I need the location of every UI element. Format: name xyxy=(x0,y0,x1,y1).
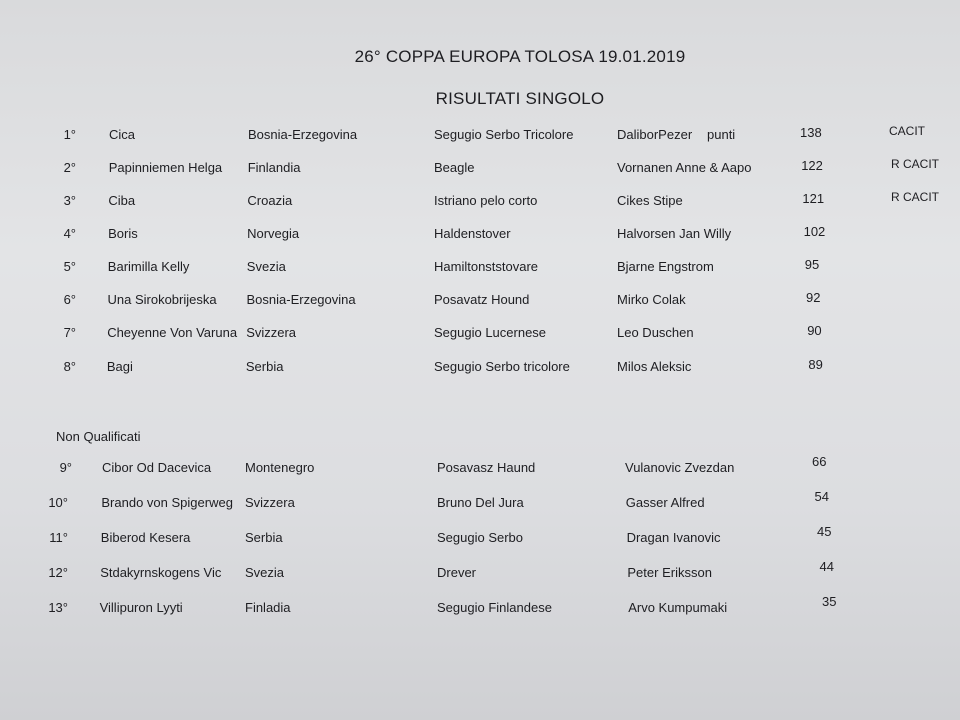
score: 54 xyxy=(814,489,829,504)
placement: 13° xyxy=(48,600,68,615)
result-row xyxy=(0,292,960,314)
country: Norvegia xyxy=(247,226,300,241)
owner: Peter Eriksson xyxy=(627,565,712,580)
placement: 12° xyxy=(48,565,68,580)
result-row xyxy=(0,157,960,182)
dog-name: Biberod Kesera xyxy=(100,530,191,545)
breed: Hamiltonststovare xyxy=(434,259,539,274)
breed: Drever xyxy=(437,565,477,580)
score: 89 xyxy=(808,357,823,372)
owner: Gasser Alfred xyxy=(625,495,705,510)
score: 66 xyxy=(812,454,827,469)
breed: Bruno Del Jura xyxy=(437,495,524,510)
dog-name: Brando von Spigerweg xyxy=(101,495,233,510)
country: Montenegro xyxy=(245,460,315,475)
score: 90 xyxy=(807,323,822,338)
placement: 2° xyxy=(63,160,76,175)
placement: 10° xyxy=(48,495,68,510)
result-row xyxy=(0,259,960,281)
points-label: punti xyxy=(707,127,736,142)
dog-name: Boris xyxy=(108,226,138,241)
owner: Arvo Kumpumaki xyxy=(628,600,728,615)
placement: 8° xyxy=(63,359,76,374)
owner: Leo Duschen xyxy=(617,325,694,340)
country: Croazia xyxy=(247,193,293,208)
dog-name: Stdakyrnskogens Vic xyxy=(100,565,222,580)
award-note: R CACIT xyxy=(891,190,939,204)
breed: Segugio Serbo xyxy=(437,530,524,545)
country: Finladia xyxy=(245,600,291,615)
owner: DaliborPezer xyxy=(617,127,693,142)
result-row xyxy=(0,489,960,517)
country: Serbia xyxy=(245,359,284,374)
result-row xyxy=(0,190,960,215)
score: 95 xyxy=(804,257,820,272)
breed: Istriano pelo corto xyxy=(434,193,538,208)
breed: Segugio Serbo tricolore xyxy=(434,359,570,374)
country: Svezia xyxy=(246,259,286,274)
dog-name: Cica xyxy=(109,127,136,142)
result-row xyxy=(0,226,960,248)
score: 45 xyxy=(817,524,832,539)
owner: Halvorsen Jan Willy xyxy=(617,226,732,241)
placement: 4° xyxy=(63,226,76,241)
country: Bosnia-Erzegovina xyxy=(248,127,358,142)
award-note: CACIT xyxy=(889,124,925,138)
result-row xyxy=(0,454,960,482)
breed: Beagle xyxy=(434,160,475,175)
owner: Cikes Stipe xyxy=(617,193,683,208)
dog-name: Cibor Od Dacevica xyxy=(102,460,212,475)
score: 121 xyxy=(802,191,825,206)
placement: 9° xyxy=(59,460,72,475)
dog-name: Barimilla Kelly xyxy=(107,259,190,274)
score: 35 xyxy=(822,594,837,609)
non-qualified-label: Non Qualificati xyxy=(56,429,141,444)
country: Svizzera xyxy=(245,495,295,510)
score: 44 xyxy=(819,559,834,574)
country: Serbia xyxy=(245,530,283,545)
breed: Haldenstover xyxy=(434,226,511,241)
country: Svezia xyxy=(245,565,285,580)
dog-name: Cheyenne Von Varuna xyxy=(107,325,238,340)
result-row xyxy=(0,124,960,149)
breed: Posavasz Haund xyxy=(437,460,536,475)
country: Bosnia-Erzegovina xyxy=(246,292,356,307)
award-note: R CACIT xyxy=(891,157,939,171)
breed: Posavatz Hound xyxy=(434,292,530,307)
owner: Dragan Ivanovic xyxy=(626,530,721,545)
placement: 6° xyxy=(63,292,76,307)
breed: Segugio Serbo Tricolore xyxy=(434,127,574,142)
dog-name: Papinniemen Helga xyxy=(108,160,223,175)
dog-name: Ciba xyxy=(108,193,136,208)
score: 102 xyxy=(803,224,826,239)
result-row xyxy=(0,559,960,587)
score: 138 xyxy=(800,125,822,140)
dog-name: Bagi xyxy=(106,359,133,374)
placement: 11° xyxy=(49,530,68,545)
country: Svizzera xyxy=(246,325,297,340)
owner: Mirko Colak xyxy=(617,292,686,307)
document-subtitle: RISULTATI SINGOLO xyxy=(435,89,605,108)
score: 122 xyxy=(801,158,823,173)
dog-name: Villipuron Lyyti xyxy=(99,600,183,615)
placement: 7° xyxy=(63,325,76,340)
placement: 3° xyxy=(63,193,76,208)
placement: 5° xyxy=(63,259,76,274)
result-row xyxy=(0,359,960,381)
owner: Vulanovic Zvezdan xyxy=(625,460,735,475)
result-row xyxy=(0,594,960,622)
country: Finlandia xyxy=(247,160,301,175)
owner: Bjarne Engstrom xyxy=(617,259,714,274)
score: 92 xyxy=(806,290,821,305)
document-title: 26° COPPA EUROPA TOLOSA 19.01.2019 xyxy=(354,47,686,66)
breed: Segugio Finlandese xyxy=(437,600,552,615)
result-row xyxy=(0,524,960,552)
result-row xyxy=(0,325,960,347)
dog-name: Una Sirokobrijeska xyxy=(107,292,217,307)
owner: Milos Aleksic xyxy=(617,359,692,374)
owner: Vornanen Anne & Aapo xyxy=(617,160,752,175)
breed: Segugio Lucernese xyxy=(434,325,547,340)
placement: 1° xyxy=(63,127,76,142)
